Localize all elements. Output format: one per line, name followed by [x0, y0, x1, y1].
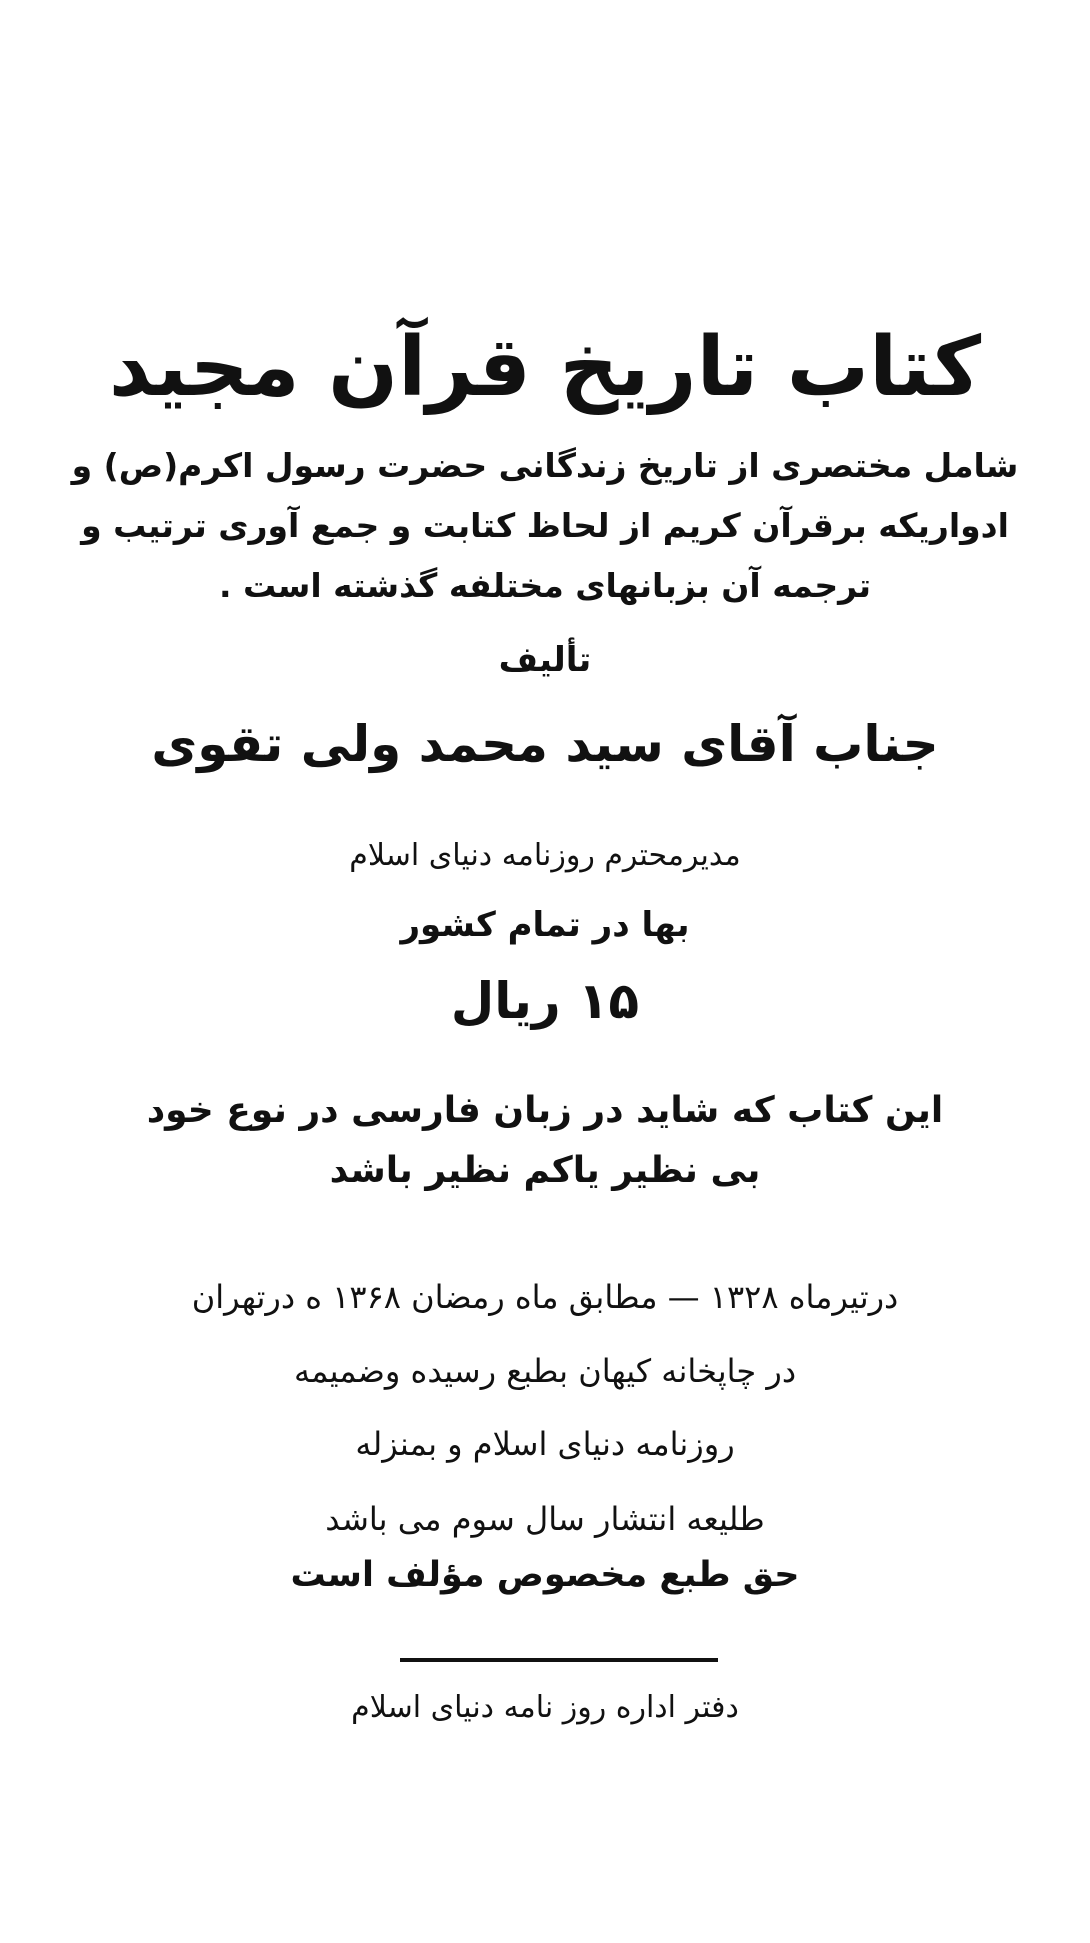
author-label: تألیف [498, 640, 592, 680]
publication-line-1: درتیرماه ۱۳۲۸ — مطابق ماه رمضان ۱۳۶۸ ه درتهران [191, 1278, 899, 1316]
copyright-notice: حق طبع مخصوص مؤلف است [290, 1555, 800, 1595]
subtitle-line-2: ادواریکه برقرآن کریم از لحاظ کتابت و جمع آوری ترتیب و [81, 506, 1009, 545]
subtitle-line-1: شامل مختصری از تاریخ زندگانی حضرت رسول اکرم(ص) و [71, 446, 1019, 485]
note-line-2: بی نظیر یاکم نظیر باشد [329, 1150, 761, 1191]
book-title: کتاب تاریخ قرآن مجید [108, 320, 982, 415]
publication-line-3: روزنامه دنیای اسلام و بمنزله [355, 1425, 735, 1463]
footer-divider [400, 1658, 718, 1662]
note-line-1: این کتاب که شاید در زبان فارسی در نوع خود [146, 1090, 944, 1131]
subtitle-line-3: ترجمه آن بزبانهای مختلفه گذشته است . [218, 566, 872, 605]
price-label: بها در تمام کشور [400, 905, 690, 945]
price-value: ۱۵ ریال [450, 972, 640, 1030]
publication-line-4: طلیعه انتشار سال سوم می باشد [325, 1500, 765, 1538]
publication-line-2: در چاپخانه کیهان بطبع رسیده وضمیمه [293, 1352, 797, 1390]
author-role: مدیرمحترم روزنامه دنیای اسلام [349, 838, 741, 873]
author-name: جناب آقای سید محمد ولی تقوی [151, 715, 939, 773]
publisher-office: دفتر اداره روز نامه دنیای اسلام [351, 1690, 739, 1725]
